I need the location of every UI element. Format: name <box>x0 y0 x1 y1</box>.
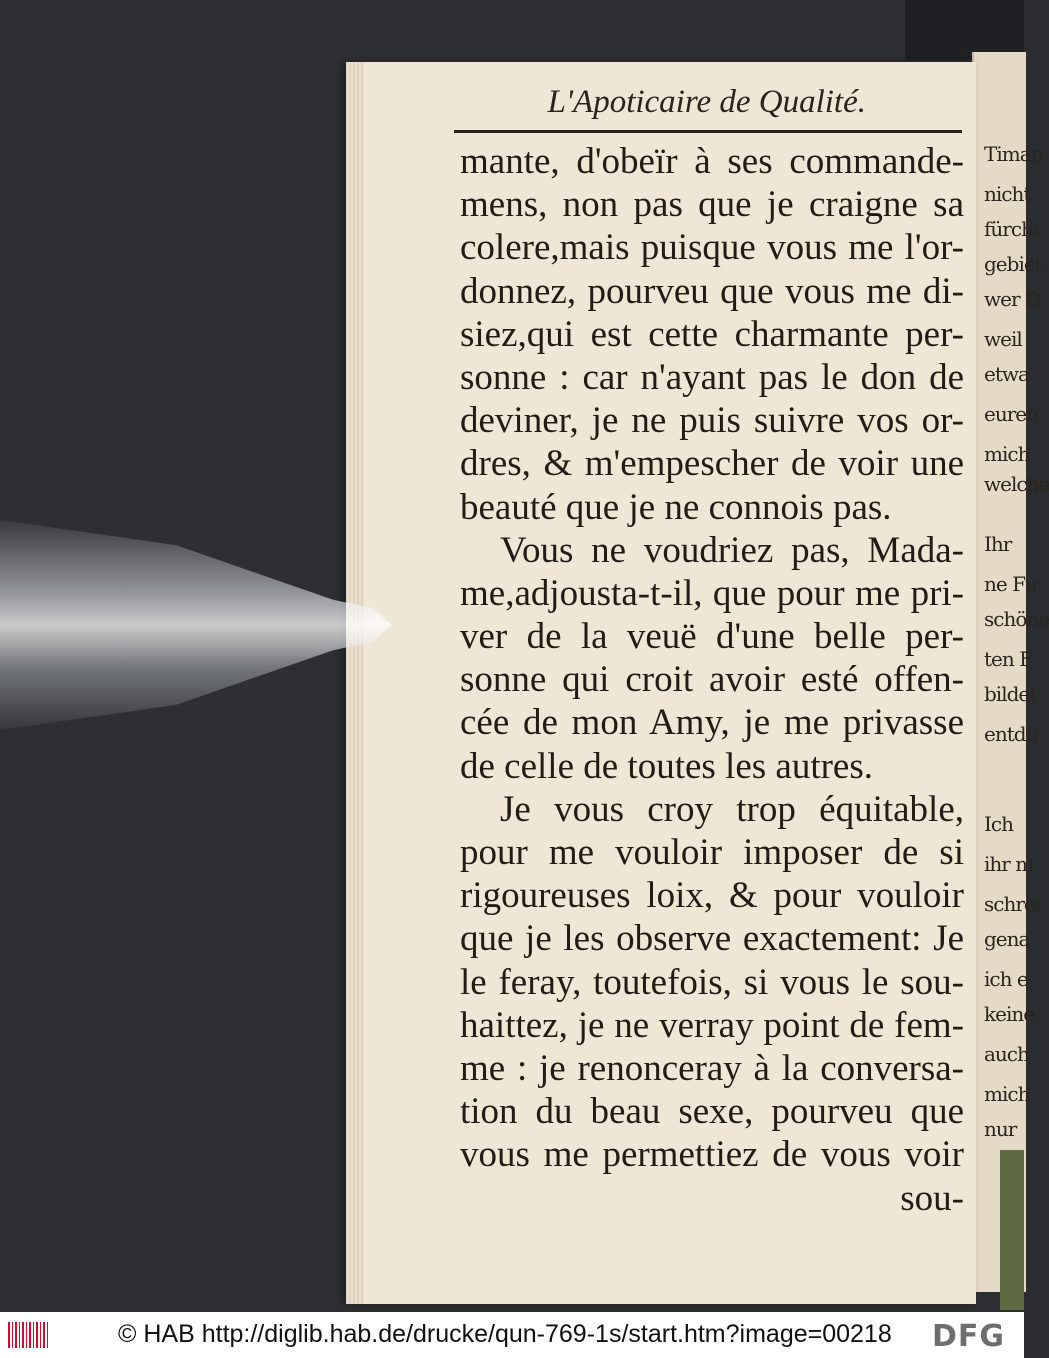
facing-page-fragment: ihr m <box>984 852 1034 876</box>
text-line: ver de la veuë d'une belle per- <box>460 616 964 658</box>
footer-bar <box>0 1312 1024 1358</box>
facing-page-fragment: Timan <box>984 142 1043 166</box>
text-line: tion du beau sexe, pourveu que <box>460 1091 964 1133</box>
facing-page-fragment: keine <box>984 1002 1035 1026</box>
page-text <box>460 140 964 1220</box>
text-line: sonne : car n'ayant pas le don de <box>460 356 964 398</box>
facing-page-fragment: fürcht <box>984 217 1040 241</box>
text-line: mante, d'obeïr à ses commande- <box>460 141 964 182</box>
facing-page-fragment: weil <box>984 327 1022 351</box>
facing-page-fragment: nicht <box>984 182 1031 206</box>
facing-page-fragment: wer D <box>984 287 1040 311</box>
text-line: donnez, pourveu que vous me di- <box>460 270 964 312</box>
facing-page <box>972 52 1049 1292</box>
header-rule <box>454 130 962 133</box>
text-line: me : je renonceray à la conversa- <box>460 1047 964 1089</box>
facing-page-fragment: nur <box>984 1117 1017 1141</box>
catchword: sou- <box>900 1177 964 1219</box>
text-line: colere,mais puisque vous me l'or- <box>460 227 964 269</box>
text-line: Je vous croy trop équitable, <box>500 788 964 830</box>
text-line: mens, non pas que je craigne sa <box>460 184 964 226</box>
facing-page-fragment: schrei <box>984 892 1041 916</box>
text-line: rigoureuses loix, & pour vouloir <box>460 875 964 917</box>
text-line: me,adjousta-t-il, que pour me pri- <box>460 572 964 614</box>
facing-page-fragment: mich <box>984 442 1030 466</box>
copyright-link[interactable]: © HAB http://diglib.hab.de/drucke/qun-769-1s/start.htm?image=00218 <box>118 1320 892 1348</box>
dfg-logo: DFG <box>932 1319 1006 1354</box>
facing-page-fragment: etwa <box>984 362 1029 386</box>
text-line: dres, & m'empescher de voir une <box>460 443 964 485</box>
facing-page-fragment: ne Fu <box>984 572 1037 596</box>
facing-page-fragment: auch <box>984 1042 1029 1066</box>
facing-page-fragment: ten F <box>984 647 1032 671</box>
facing-page-fragment: gebiet <box>984 252 1042 276</box>
scanner-background-dark-corner <box>905 0 1024 60</box>
facing-page-fragment: ich e <box>984 967 1028 991</box>
text-line: de celle de toutes les autres. <box>460 745 873 787</box>
running-head: L'Apoticaire de Qualité. <box>547 84 866 120</box>
text-line: Vous ne voudriez pas, Mada- <box>500 529 964 571</box>
text-line: que je les observe exactement: Je <box>460 918 964 960</box>
facing-page-fragment: schöne <box>984 607 1049 631</box>
text-line: haittez, je ne verray point de fem- <box>460 1004 964 1046</box>
text-line: beauté que je ne connois pas. <box>460 486 892 528</box>
facing-page-fragment: entdu <box>984 722 1038 746</box>
text-line: siez,qui est cette charmante per- <box>460 313 964 355</box>
facing-page-fragment: euren <box>984 402 1038 426</box>
hab-logo-icon <box>8 1322 48 1348</box>
book-page <box>346 62 976 1304</box>
facing-page-fragment: Ihr <box>984 532 1012 556</box>
book-cover-edge <box>1000 1150 1024 1310</box>
facing-page-fragment: bildet <box>984 682 1037 706</box>
page-edge <box>346 62 364 1304</box>
facing-page-fragment: welche <box>984 472 1049 496</box>
text-line: vous me permettiez de vous voir <box>460 1134 964 1176</box>
facing-page-fragment: mich <box>984 1082 1030 1106</box>
facing-page-fragment: gena <box>984 927 1030 951</box>
text-line: le feray, toutefois, si vous le sou- <box>460 961 964 1003</box>
text-line: cée de mon Amy, je me privasse <box>460 702 964 744</box>
text-line: deviner, je ne puis suivre vos or- <box>460 400 964 442</box>
text-line: pour me vouloir imposer de si <box>460 832 964 873</box>
facing-page-fragment: Ich <box>984 812 1013 836</box>
text-line: sonne qui croit avoir esté offen- <box>460 659 964 701</box>
